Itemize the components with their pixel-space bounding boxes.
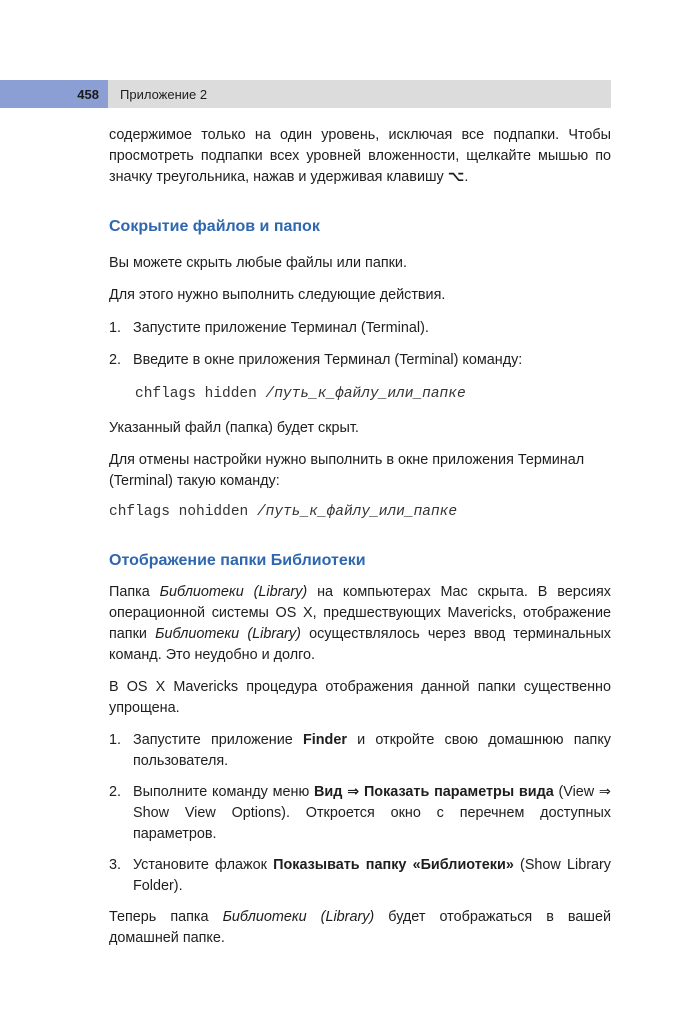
code-unhide-command (109, 502, 611, 523)
code-command: chflags hidden (135, 386, 266, 402)
text: (View ⇒ Show View Options). Откроется окно с перечнем доступных параметров. (133, 784, 611, 842)
text: Вид ⇒ Показать параметры вида (314, 784, 554, 800)
code-argument: /путь_к_файлу_или_папке (256, 504, 458, 520)
text: Папка (109, 584, 160, 600)
text: осуществлялось через ввод терминальных команд. Это неудобно и долго. (109, 626, 611, 663)
text: и откройте свою домашнюю папку пользователя. (133, 732, 611, 769)
option-key-symbol: ⌥ (447, 169, 465, 185)
text: Показывать папку «Библиотеки» (273, 857, 514, 873)
list-text (133, 782, 611, 845)
paragraph: Для этого нужно выполнить следующие действия. (109, 287, 446, 303)
text: на компьютерах Mac скрыта. В версиях операционной системы OS X, предшествующих Mavericks, отображение папки (109, 584, 611, 642)
paragraph: Для отмены настройки нужно выполнить в окне приложения Терминал (Terminal) такую команду: (109, 452, 585, 489)
list-text: Запустите приложение Терминал (Terminal). (133, 320, 429, 336)
intro-text: содержимое только на один уровень, исключая все подпапки. Чтобы просмотреть подпапки всех уровней вложенности, щелкайте мышью по значку треугольника, нажав и удерживая клавишу (109, 127, 611, 185)
list-item (109, 350, 611, 371)
list-text (133, 730, 611, 772)
text: Библиотеки (Library) (222, 909, 375, 925)
text: Установите флажок (133, 857, 274, 873)
paragraph (109, 582, 611, 666)
text: Finder (302, 732, 347, 748)
paragraph (109, 907, 611, 949)
list-item (109, 855, 611, 897)
list-text: Введите в окне приложения Терминал (Terminal) команду: (133, 352, 523, 368)
text: Библиотеки (Library) (159, 584, 308, 600)
list-number: 2. (109, 352, 122, 368)
list-number: 3. (109, 857, 122, 873)
paragraph: Вы можете скрыть любые файлы или папки. (109, 255, 407, 271)
paragraph: Указанный файл (папка) будет скрыт. (109, 420, 359, 436)
page-header (0, 80, 611, 108)
text: (Show Library Folder). (133, 857, 611, 894)
text: Теперь папка (109, 909, 223, 925)
intro-paragraph (109, 125, 611, 188)
text: Запустите приложение (133, 732, 303, 748)
intro-end: . (464, 169, 469, 185)
code-command: chflags nohidden (109, 504, 257, 520)
list-number: 1. (109, 732, 122, 748)
text: будет отображаться в вашей домашней папке. (109, 909, 611, 946)
list-item (109, 730, 611, 772)
page-number: 458 (0, 80, 108, 108)
section-title: Приложение 2 (108, 80, 611, 108)
list-text (133, 855, 611, 897)
text: Библиотеки (Library) (155, 626, 301, 642)
list-item (109, 782, 611, 845)
list-number: 2. (109, 784, 122, 800)
code-argument: /путь_к_файлу_или_папке (265, 386, 466, 402)
paragraph: В OS X Mavericks процедура отображения данной папки существенно упрощена. (109, 679, 611, 716)
list-item (109, 318, 611, 339)
heading-show-library: Отображение папки Библиотеки (109, 552, 366, 569)
code-hide-command (135, 384, 637, 405)
list-number: 1. (109, 320, 122, 336)
text: Выполните команду меню (133, 784, 315, 800)
heading-hide-files: Сокрытие файлов и папок (109, 218, 320, 235)
